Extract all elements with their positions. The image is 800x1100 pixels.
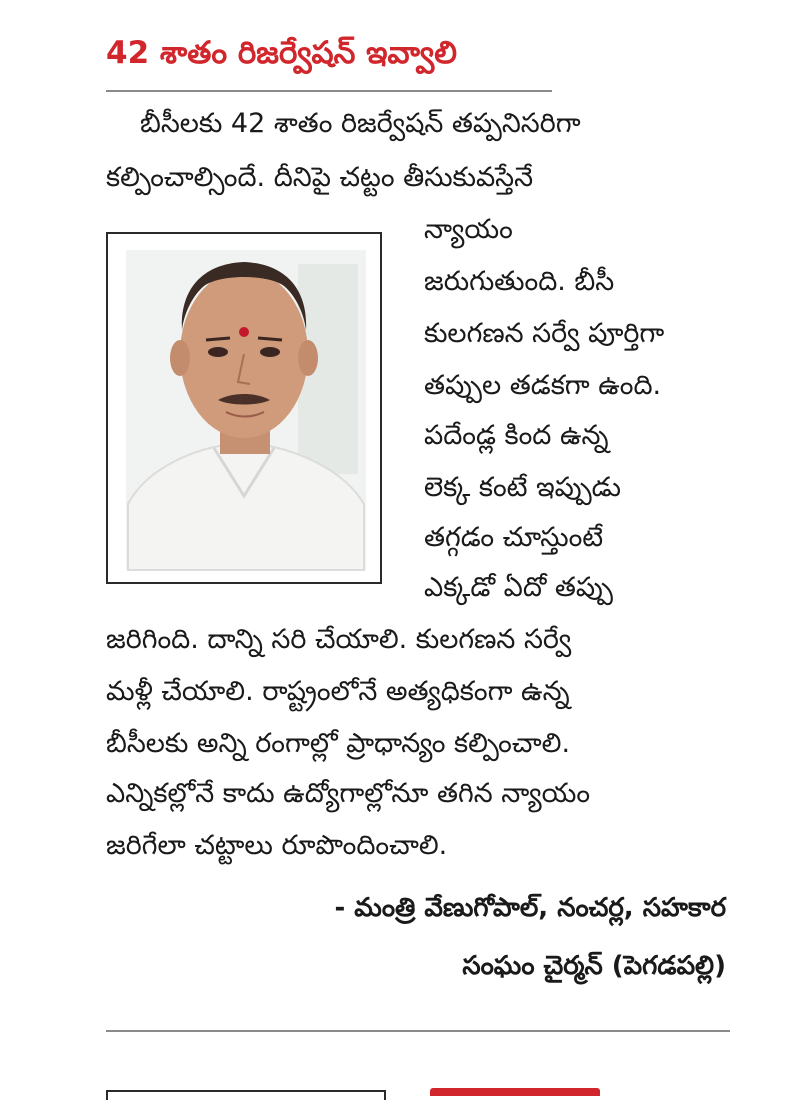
body-line-4: జరుగుతుంది. బీసీ [424, 266, 615, 297]
body-line-13: బీసీలకు అన్ని రంగాల్లో ప్రాధాన్యం కల్పించాలి. [106, 728, 571, 759]
body-line-5: కులగణన సర్వే పూర్తిగా [424, 318, 665, 349]
next-article-photo-edge [106, 1090, 386, 1100]
body-line-6: తప్పుల తడకగా ఉంది. [424, 370, 662, 401]
next-article-headline-edge [430, 1088, 600, 1096]
signature-line-2: సంఘం చైర్మన్ (పెగడపల్లి) [462, 951, 726, 981]
headline-divider [106, 90, 552, 92]
article-end-divider [106, 1030, 730, 1032]
signature-line-1: - మంత్రి వేణుగోపాల్, నంచర్ల, సహకార [334, 893, 726, 923]
author-photo [106, 232, 382, 584]
body-line-9: తగ్గడం చూస్తుంటే [424, 522, 604, 553]
body-line-8: లెక్క కంటే ఇప్పుడు [424, 472, 621, 503]
body-line-12: మళ్లీ చేయాలి. రాష్ట్రంలోనే అత్యధికంగా ఉన్న [106, 676, 570, 707]
body-line-10: ఎక్కడో ఏదో తప్పు [424, 572, 613, 603]
article-headline: 42 శాతం రిజర్వేషన్ ఇవ్వాలి [106, 35, 457, 71]
body-line-2: కల్పించాల్సిందే. దీనిపై చట్టం తీసుకువస్తేనే [106, 162, 534, 193]
body-line-7: పదేండ్ల కింద ఉన్న [424, 420, 609, 451]
body-line-3: న్యాయం [424, 214, 513, 245]
body-line-11: జరిగింది. దాన్ని సరి చేయాలి. కులగణన సర్వే [106, 624, 572, 655]
body-line-14: ఎన్నికల్లోనే కాదు ఉద్యోగాల్లోనూ తగిన న్యాయం [106, 778, 591, 809]
person-portrait-icon [108, 234, 380, 582]
body-line-15: జరిగేలా చట్టాలు రూపొందించాలి. [106, 830, 448, 861]
body-line-1: బీసీలకు 42 శాతం రిజర్వేషన్ తప్పనిసరిగా [140, 108, 581, 139]
